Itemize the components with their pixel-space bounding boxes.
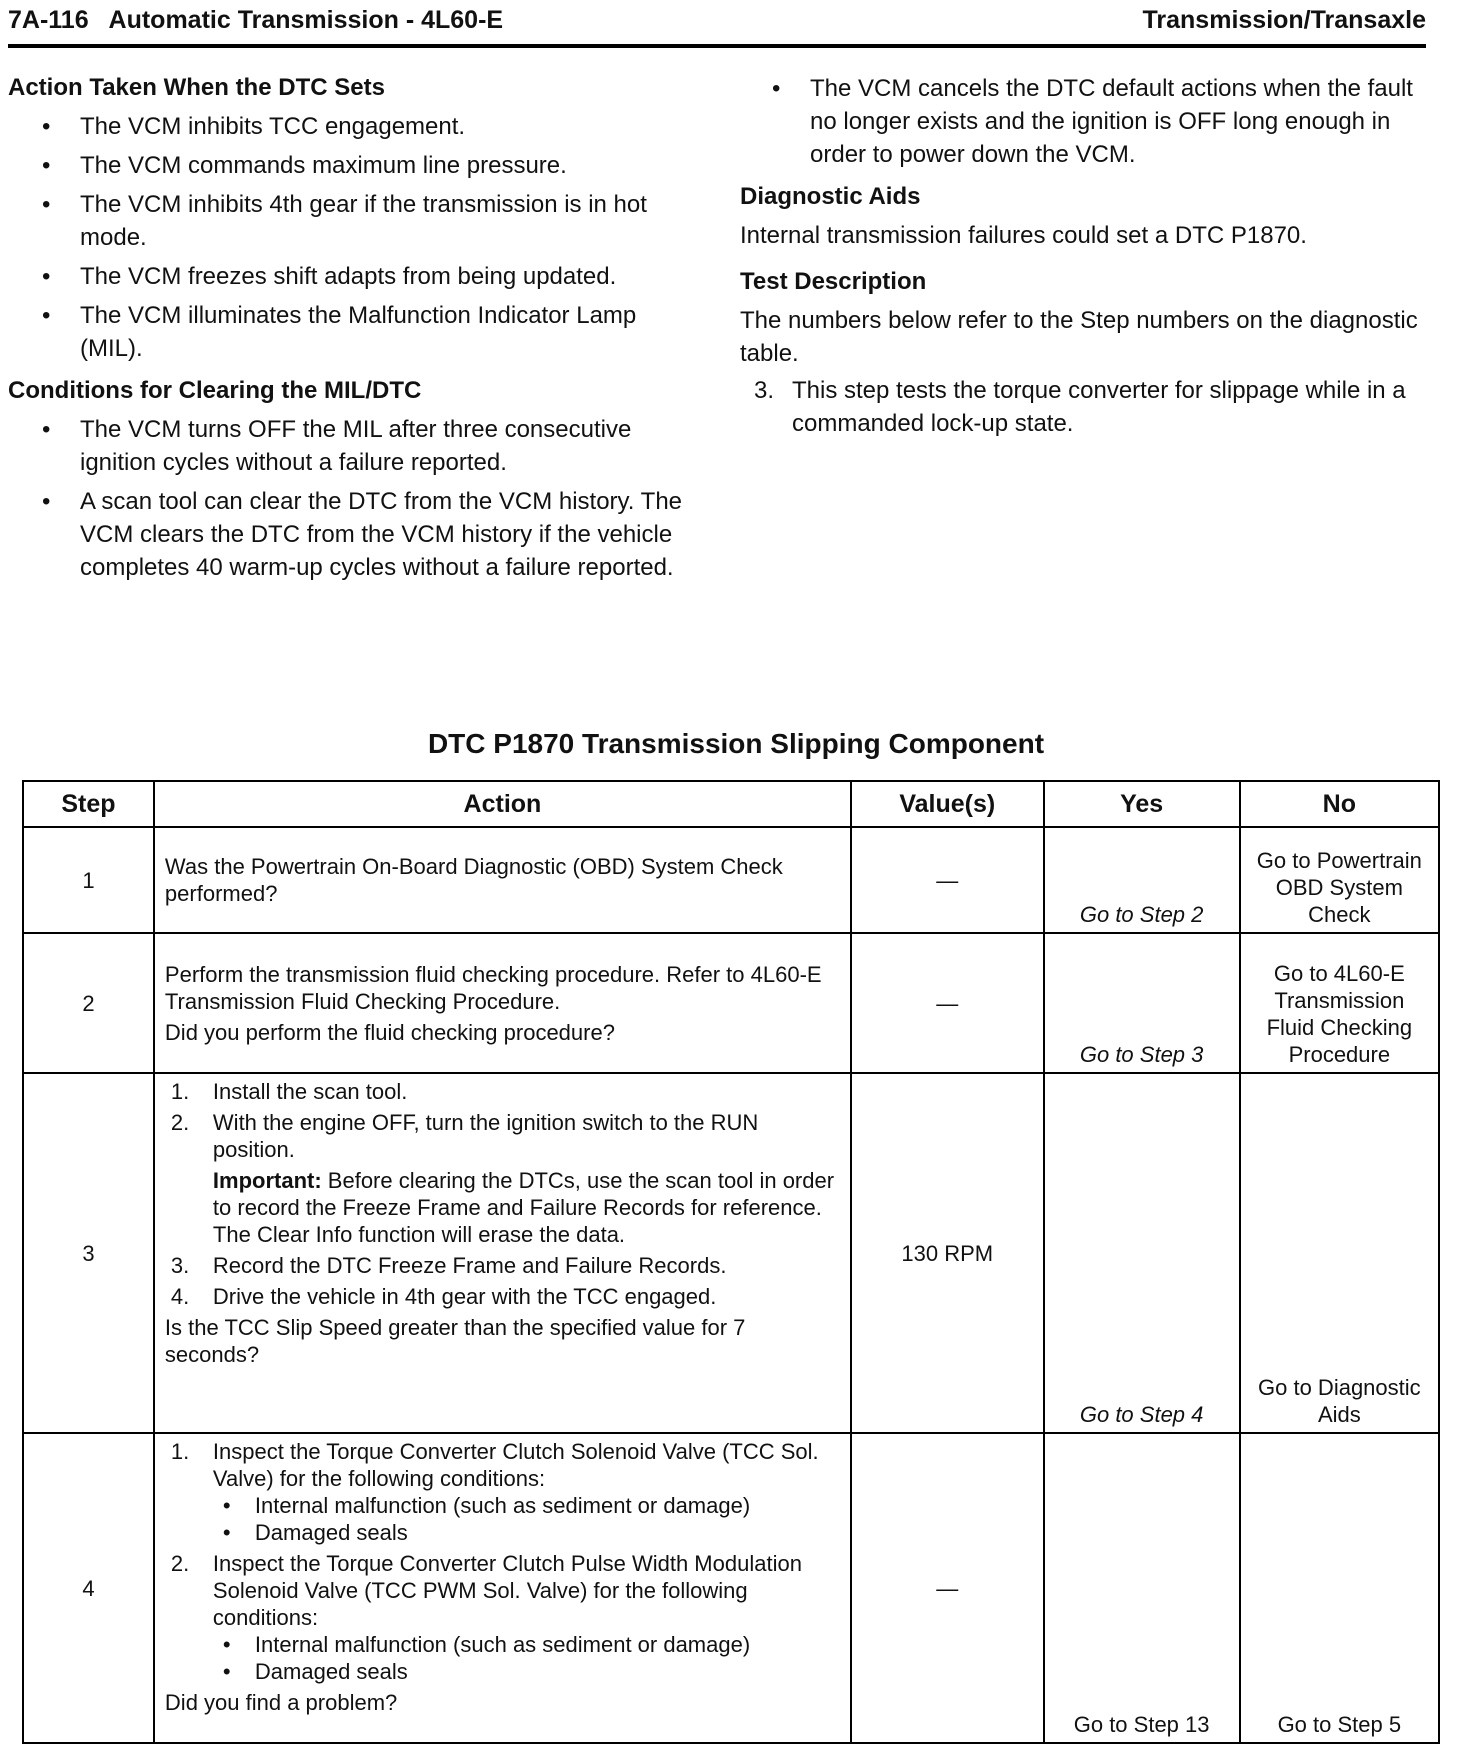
item-number: 3. (170, 1253, 190, 1278)
important-label: Important: (212, 1168, 322, 1193)
table-row (23, 827, 1439, 933)
list-item (165, 1109, 840, 1248)
action-steps (165, 1438, 840, 1685)
table-header-row (23, 781, 1439, 827)
list-item (165, 1252, 840, 1279)
table-row (23, 1433, 1439, 1743)
list-item (740, 374, 1420, 440)
cancel-list (740, 72, 1420, 171)
no-cell: Go to Step 5 (1240, 1433, 1439, 1743)
condition-list (213, 1631, 840, 1685)
list-item: • The VCM freezes shift adapts from being updated. (8, 260, 698, 293)
list-item: • Damaged seals (213, 1519, 840, 1546)
action-question: Did you find a problem? (164, 1690, 398, 1715)
action-steps (165, 1078, 840, 1310)
list-item (165, 1078, 840, 1105)
item-number: 1. (170, 1439, 190, 1464)
important-text: Before clearing the DTCs, use the scan tool in order to record the Freeze Frame and Failure Records for reference. The Clear Info function will erase the data. (212, 1168, 835, 1247)
step-text: This step tests the torque converter for slippage while in a commanded lock-up state. (792, 377, 1406, 437)
list-item: • The VCM inhibits TCC engagement. (8, 110, 698, 143)
value-cell: — (851, 827, 1044, 933)
table-row (23, 933, 1439, 1073)
action-cell (154, 933, 851, 1073)
item-number: 2. (170, 1551, 190, 1576)
action-cell: Was the Powertrain On-Board Diagnostic (OBD) System Check performed? (154, 827, 851, 933)
list-item: • The VCM commands maximum line pressure. (8, 149, 698, 182)
page-number-title: 7A-116 Automatic Transmission - 4L60-E (8, 6, 504, 34)
clearing-heading: Conditions for Clearing the MIL/DTC (8, 377, 422, 404)
diagnostic-aids-heading: Diagnostic Aids (740, 183, 921, 210)
diagnostic-aids-text: Internal transmission failures could set a DTC P1870. (740, 222, 1307, 249)
clearing-list (8, 413, 698, 584)
diagnostic-table (22, 780, 1440, 1744)
header-no: No (1240, 781, 1439, 827)
yes-cell: Go to Step 2 (1044, 827, 1240, 933)
step-cell: 2 (23, 933, 154, 1073)
item-text: Record the DTC Freeze Frame and Failure Records. (212, 1253, 727, 1278)
list-item: • The VCM inhibits 4th gear if the transmission is in hot mode. (8, 188, 698, 254)
yes-cell: Go to Step 3 (1044, 933, 1240, 1073)
action-question: Is the TCC Slip Speed greater than the specified value for 7 seconds? (164, 1315, 746, 1367)
step-cell: 3 (23, 1073, 154, 1433)
item-number: 4. (170, 1284, 190, 1309)
no-cell: Go to 4L60-E Transmission Fluid Checking Procedure (1240, 933, 1439, 1073)
header-action: Action (154, 781, 851, 827)
table-title: DTC P1870 Transmission Slipping Component (427, 728, 1045, 759)
action-cell (154, 1433, 851, 1743)
value-cell: 130 RPM (851, 1073, 1044, 1433)
section-title: Transmission/Transaxle (1142, 6, 1426, 34)
action-cell (154, 1073, 851, 1433)
header-values: Value(s) (851, 781, 1044, 827)
left-column (8, 72, 698, 594)
important-note (213, 1167, 840, 1248)
action-list (8, 110, 698, 365)
item-text: Install the scan tool. (212, 1079, 408, 1104)
item-text: Inspect the Torque Converter Clutch Solenoid Valve (TCC Sol. Valve) for the following conditions: (212, 1439, 819, 1491)
action-question: Did you perform the fluid checking procedure? (164, 1019, 615, 1045)
list-item: • Internal malfunction (such as sediment or damage) (213, 1631, 840, 1658)
item-text: Drive the vehicle in 4th gear with the TCC engaged. (212, 1284, 717, 1309)
value-cell: — (851, 933, 1044, 1073)
item-text: Inspect the Torque Converter Clutch Pulse Width Modulation Solenoid Valve (TCC PWM Sol. Valve) for the following conditions: (212, 1551, 802, 1630)
list-item: • The VCM illuminates the Malfunction Indicator Lamp (MIL). (8, 299, 698, 365)
yes-cell: Go to Step 4 (1044, 1073, 1240, 1433)
test-step-list (740, 374, 1420, 440)
header-yes: Yes (1044, 781, 1240, 827)
page-header (8, 4, 1426, 48)
no-cell: Go to Diagnostic Aids (1240, 1073, 1439, 1433)
list-item: • Internal malfunction (such as sediment or damage) (213, 1492, 840, 1519)
list-item: • The VCM turns OFF the MIL after three consecutive ignition cycles without a failure reported. (8, 413, 698, 479)
value-cell: — (851, 1433, 1044, 1743)
test-description-text: The numbers below refer to the Step numbers on the diagnostic table. (740, 307, 1418, 367)
action-heading: Action Taken When the DTC Sets (8, 74, 385, 101)
test-description-heading: Test Description (740, 268, 927, 295)
list-item (165, 1550, 840, 1685)
condition-list (213, 1492, 840, 1546)
list-item: • A scan tool can clear the DTC from the VCM history. The VCM clears the DTC from the VCM history if the vehicle completes 40 warm-up cycles without a failure reported. (8, 485, 698, 584)
yes-cell: Go to Step 13 (1044, 1433, 1240, 1743)
step-number: 3. (754, 377, 775, 404)
action-text: Perform the transmission fluid checking procedure. Refer to 4L60-E Transmission Fluid Checking Procedure. (164, 961, 822, 1014)
step-cell: 4 (23, 1433, 154, 1743)
no-cell: Go to Powertrain OBD System Check (1240, 827, 1439, 933)
list-item: • The VCM cancels the DTC default actions when the fault no longer exists and the ignition is OFF long enough in order to power down the VCM. (740, 72, 1420, 171)
list-item (165, 1438, 840, 1546)
item-text: With the engine OFF, turn the ignition switch to the RUN position. (212, 1110, 759, 1162)
step-cell: 1 (23, 827, 154, 933)
item-number: 1. (170, 1079, 190, 1104)
right-column (740, 72, 1420, 440)
header-step: Step (23, 781, 154, 827)
list-item: • Damaged seals (213, 1658, 840, 1685)
table-row (23, 1073, 1439, 1433)
item-number: 2. (170, 1110, 190, 1135)
list-item (165, 1283, 840, 1310)
